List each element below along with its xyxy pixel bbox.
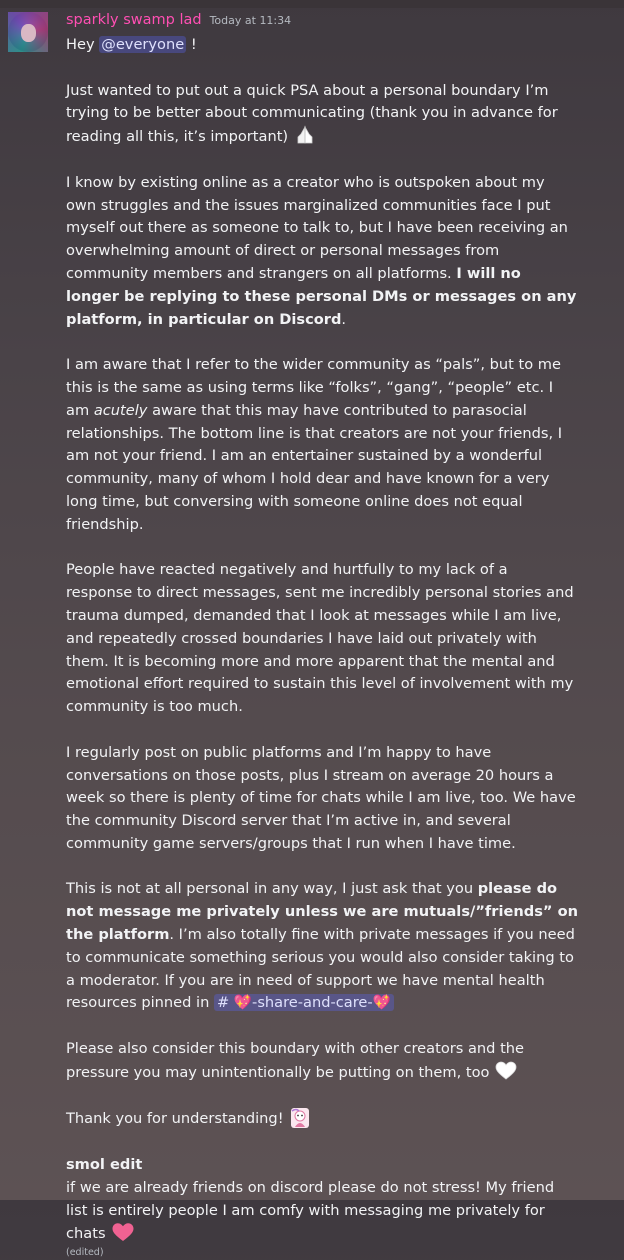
avatar[interactable]	[8, 12, 48, 52]
message-content	[66, 34, 578, 1260]
paragraph-7	[66, 1038, 578, 1085]
paragraph-8	[66, 1107, 578, 1131]
paragraph-2-bold: I will no longer be replying to these personal DMs or messages on any platform, in particular on Discord	[66, 264, 577, 328]
paragraph-6-bold: please do not message me privately unless we are mutuals/”friends” on the platform	[66, 880, 578, 944]
sticker-emoji-icon[interactable]	[289, 1107, 309, 1127]
paragraph-3-text: I am aware that I refer to the wider community as “pals”, but to me this is the same as using terms like “folks”, “gang”, “people” etc. I am	[66, 356, 561, 419]
paragraph-1	[66, 80, 578, 149]
paragraph-2	[66, 172, 578, 332]
paragraph-6-rest: . I’m also totally fine with private messages if you need to communicate something serious you would also consider taking to a moderator. If you are in need of support we have mental health resources pinned in	[66, 926, 575, 1012]
paragraph-3-rest: aware that this may have contributed to parasocial relationships. The bottom line is that creators are not your friends, I am not your friend. I am an entertainer sustained by a wonderful community, many of whom I hold dear and have known for a very long time, but conversing with someone online does not equal friendship.	[66, 401, 563, 533]
paragraph-2-end: .	[341, 310, 347, 328]
edit-title	[66, 1154, 578, 1177]
paragraph-4: People have reacted negatively and hurtfully to my lack of a response to direct messages, sent me incredibly personal stories and trauma dumped, demanded that I look at messages while I am live, and repeatedly crossed boundaries I have laid out privately with them. It is becoming more and more apparent that the mental and emotional effort required to sustain this level of involvement with my community is too much.	[66, 561, 574, 716]
paragraph-5: I regularly post on public platforms and I’m happy to have conversations on those posts, plus I stream on average 20 hours a week so there is plenty of time for chats while I am live, too. We have the community Discord server that I’m active in, and several community game servers/groups that I run when I have time.	[66, 743, 576, 852]
paragraph-1-text: Just wanted to put out a quick PSA about a personal boundary I’m trying to be better about communicating (thank you in advance for reading all this, it’s important)	[66, 81, 558, 146]
author-name[interactable]: sparkly swamp lad	[66, 12, 202, 28]
paragraph-3-italic: acutely	[93, 401, 148, 419]
top-edge-bar	[0, 0, 624, 8]
paragraph-8-text: Thank you for understanding!	[66, 1110, 284, 1128]
greeting-end: !	[190, 36, 197, 53]
pink-heart-emoji-icon[interactable]	[111, 1222, 131, 1242]
paragraph-2-text: I know by existing online as a creator who is outspoken about my own struggles and the issues marginalized communities face I put myself out there as someone to talk to, but I have been receiving an overwhelming amount of direct or personal messages from community members and strangers on all platforms.	[66, 173, 568, 282]
paragraph-6-text: This is not at all personal in any way, I just ask that you	[66, 880, 474, 898]
greeting-text: Hey	[66, 36, 95, 53]
everyone-mention[interactable]: @everyone	[101, 36, 185, 53]
greeting-line	[66, 34, 578, 57]
message-header	[66, 12, 291, 32]
edit-body-text: if we are already friends on discord please do not stress! My friend list is entirely people I am comfy with messaging me privately for chats	[66, 1178, 555, 1243]
white-heart-emoji-icon[interactable]	[495, 1061, 515, 1081]
edit-title-text: smol edit	[66, 1156, 143, 1174]
pray-emoji-icon[interactable]	[294, 125, 314, 145]
channel-mention-share-and-care[interactable]: # 💖-share-and-care-💖	[214, 994, 394, 1011]
paragraph-3	[66, 354, 578, 536]
paragraph-6	[66, 878, 578, 1015]
message-timestamp[interactable]: Today at 11:34	[209, 14, 292, 27]
avatar-face	[21, 24, 36, 42]
paragraph-7-text: Please also consider this boundary with other creators and the pressure you may unintentionally be putting on them, too	[66, 1040, 525, 1081]
edit-body	[66, 1177, 578, 1246]
edited-label[interactable]: (edited)	[66, 1247, 104, 1259]
